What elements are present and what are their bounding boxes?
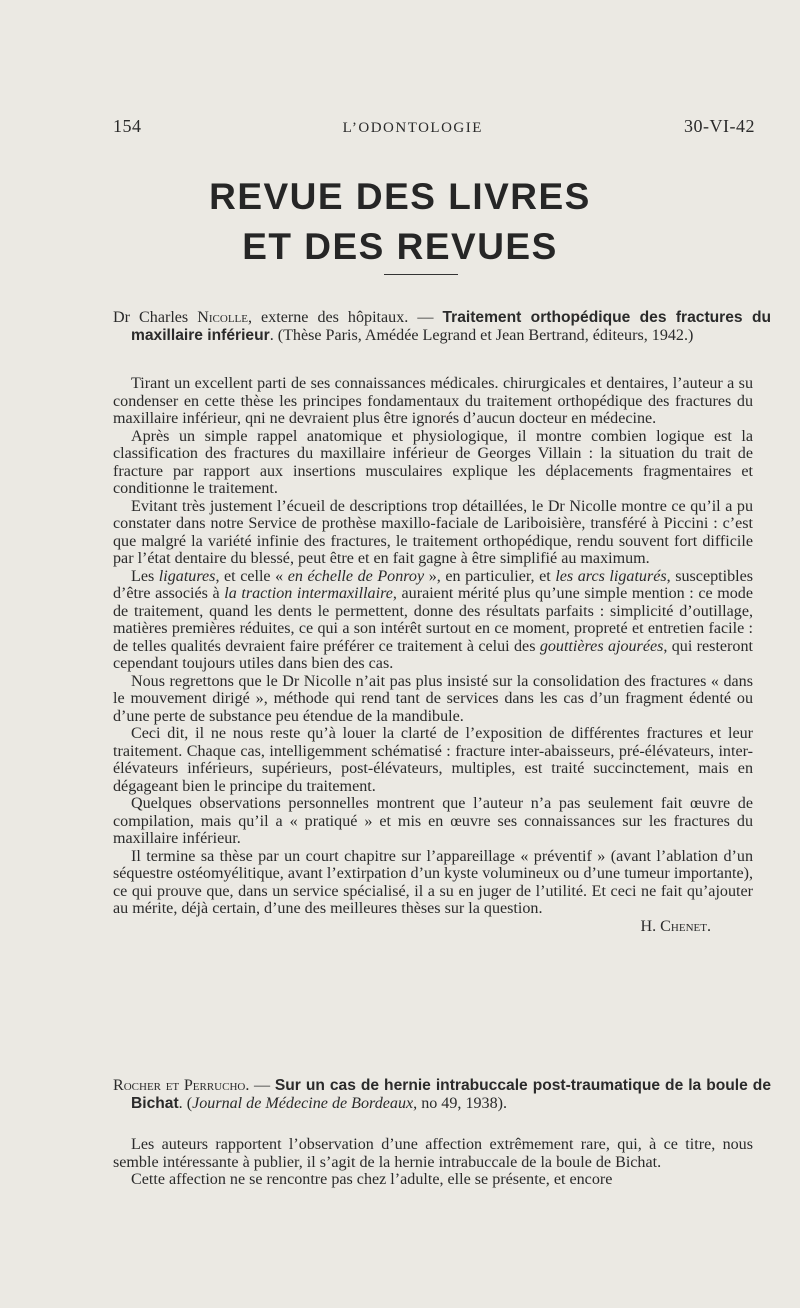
review1-author-first: Charles — [139, 309, 189, 326]
section-title — [0, 172, 800, 272]
review1-book-title: Traitement orthopédique des fractures du maxillaire inférieur — [131, 309, 772, 344]
review2-citation-details: , no 49, 1938). — [413, 1094, 508, 1112]
review2-paragraph-2: Cette affection ne se rencontre pas chez l’adulte, elle se présente, et encore — [131, 1171, 613, 1188]
running-header — [113, 116, 755, 137]
review1-paragraph-1: Tirant un excellent parti de ses connaissances médicales. chirurgicales et dentaires, l’auteur a su condenser en cette thèse les principes fondamentaux du traitement orthopédique des fractures du maxillaire inférieur, qni ne devraient plus être ignorés d’aucun docteur en médecine. — [113, 375, 753, 427]
review1-signature: H. Chenet. — [640, 917, 711, 935]
review1-paragraph-5: Nous regrettons que le Dr Nicolle n’ait pas plus insisté sur la consolidation des fractures « dans le mouvement dirigé », méthode qui rend tant de services dans les cas d’un fragment édenté ou d’une perte de substance peu étendue de la mandibule. — [113, 672, 753, 725]
section-title-line1: REVUE DES LIVRES — [209, 176, 591, 217]
review2-authors: Rocher et Perrucho — [113, 1077, 246, 1094]
review1-citation — [113, 309, 771, 344]
review1-paragraph-4: Les ligatures, et celle « en échelle de Ponroy », en particulier, et les arcs ligaturés, susceptibles d’être associés à la traction intermaxillaire, auraient mérité plus qu’une simple mention : ce mode de traitement, quand les dents le permettent, donne des résultats parfaits : simplicité d’outillage, matières premières réduites, ce qui a son intérêt surtout en ce moment, propreté et entretien facile : de telles qualités devraient faire préférer ce traitement à celui des gouttières ajourées, qui resteront cependant toujours utiles dans bien des cas. — [113, 567, 754, 672]
review2-paragraph-1: Les auteurs rapportent l’observation d’une affection extrêmement rare, qui, à ce titre, nous semble intéressante à publier, il s’agit de la hernie intrabuccale de la boule de Bichat. — [113, 1136, 753, 1171]
journal-name: L’ODONTOLOGIE — [342, 120, 483, 136]
review1-paragraph-6: Ceci dit, il ne nous reste qu’à louer la clarté de l’exposition de différentes fractures et leur traitement. Chaque cas, intelligemment schématisé : fracture inter-abaisseurs, pré-élévateurs, inter-élévateurs inférieurs, supérieurs, post-élévateurs, multiples, est traité succinctement, mais en dégageant bien le principe du traitement. — [113, 725, 753, 795]
review1-author-role: , externe des hôpitaux. — — [247, 309, 443, 326]
review1-author-last: Nicolle — [197, 309, 248, 326]
review1-paragraph-2: Après un simple rappel anatomique et physiologique, il montre combien logique est la classification des fractures du maxillaire inférieur de Georges Villain : la situation du trait de fracture par rapport aux insertions musculaires explique les déplacements fragmentaires et conditionne le traitement. — [113, 427, 753, 497]
review1-author-title: Dr — [113, 309, 130, 326]
review2-body — [113, 1136, 753, 1189]
page-number: 154 — [113, 116, 142, 136]
review1-paragraph-3: Evitant très justement l’écueil de descriptions trop détaillées, le Dr Nicolle montre ce qu’il a pu constater dans notre Service de prothèse maxillo-faciale de Lariboisière, transféré à Piccini : c’est que malgré la variété infinie des fractures, le traitement orthopédique, rendu souvent fort difficile par l’état dentaire du blessé, peut être et en fait gagne à être simplifié au maximum. — [113, 497, 753, 567]
title-divider — [384, 274, 458, 275]
review1-body — [113, 375, 753, 935]
review2-journal: Journal de Médecine de Bordeaux — [192, 1094, 414, 1112]
review2-article-title: Sur un cas de hernie intrabuccale post-traumatique de la boule de Bichat — [131, 1077, 771, 1112]
review1-paragraph-8: Il termine sa thèse par un court chapitre sur l’appareillage « préventif » (avant l’ablation d’un séquestre ostéomyélitique, avant l’extirpation d’un kyste volumineux ou d’une tumeur importante), ce qui prouve que, dans un service spécialisé, il a su en juger de l’utilité. Et ceci ne fait qu’ajouter au mérite, déjà certain, d’une des meilleures thèses sur la question. — [113, 847, 753, 917]
section-title-line2: ET DES REVUES — [242, 226, 558, 267]
review2-citation: Rocher et Perrucho. — Sur un cas de hernie intrabuccale post-traumatique de la boule de Bichat. (Journal de Médecine de Bordeaux, no 49, 1938). — [113, 1077, 771, 1112]
review1-publication: . (Thèse Paris, Amédée Legrand et Jean Bertrand, éditeurs, 1942.) — [269, 326, 694, 344]
issue-date: 30-VI-42 — [684, 116, 755, 136]
review1-paragraph-7: Quelques observations personnelles montrent que l’auteur n’a pas seulement fait œuvre de compilation, mais qu’il a « pratiqué » et mis en œuvre ses connaissances sur les fractures du maxillaire inférieur. — [113, 795, 753, 847]
